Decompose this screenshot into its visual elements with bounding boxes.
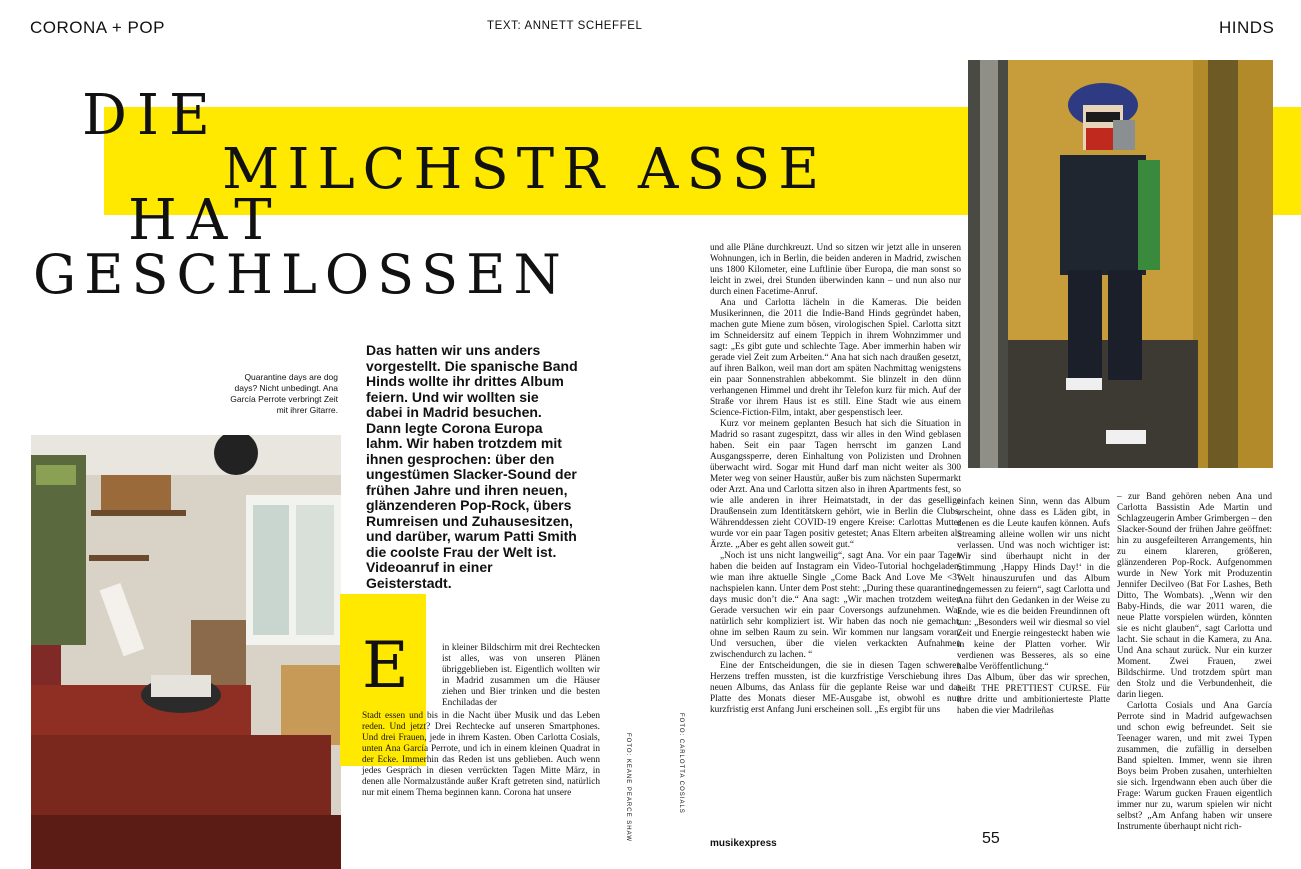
body-column-1-top: in kleiner Bildschirm mit drei Rechtecken ist alles, was von unseren Plänen übriggeblieben ist. Eigentlich wollten wir in Madrid zusammen um die Häuser ziehen und Bier trinken und die besten Enchiladas der — [442, 643, 600, 708]
paragraph: Kurz vor meinem geplanten Besuch hat sich die Situation in Madrid so rasant zugespitzt, dass wir alles in den Wind geblasen haben. Seit ein paar Tagen herrscht im ganzen Land Ausgangssperre, deren Einhaltung von Polizisten und Drohnen überwacht wird. Sogar mit Hund darf man nicht weiter als 300 Meter weg von seiner Haustür, außer bis zum nächsten Supermarkt oder Arzt. Ana und Carlotta sitzen also in ihren Apartments fest, so wie alle anderen in ihrer Heimatstadt, in der das gesellige Draußensein zum Identitätskern gehört, wie in Berlin die Clubs. Währenddessen zieht COVID-19 engere Kreise: Carlottas Mutter wurde vor ein paar Tagen positiv getestet; Anas Eltern arbeiten als Ärzte. „Aber es geht allen soweit gut.“ — [710, 419, 961, 550]
paragraph: – zur Band gehören neben Ana und Carlotta Bassistin Ade Martin und Schlagzeugerin Amber Grimbergen – den Slacker-Sound der frühen Jahre geöffnet: hin zu ausgefeilteren Arrangements, hin zu einem klareren, größeren, glänzenderen Pop-Rock. Aufgenommen wurde in New York mit Produzentin Jennifer Decilveo (Bat For Lashes, Beth Ditto, The Wombats). „Wenn wir den Baby-Hinds, die war 2011 waren, die neue Platte vorspielen würden, könnten sie es nicht glauben“, sagt Carlotta und lacht. Sie schaut in die Kamera, zu Ana. Und Ana schaut zurück. Nur ein kurzer Moment. Zwei Frauen, zwei Bildschirme. Und trotzdem spürt man den Stolz und die Verbundenheit, die darin liegen. — [1117, 492, 1272, 700]
body-column-1: Stadt essen und bis in die Nacht über Musik und das Leben reden. Und jetzt? Drei Rechtecke auf unseren Smartphones. Und drei Frauen, jede in ihrem Kasten. Oben Carlotta Cosials, unten Ana García Perrote, und ich in einem kleinen Quadrat in der Ecke. Immerhin das Reden ist uns geblieben. Auch wenn jedes Gespräch in diesen verrückten Tagen Mitte März, in denen alle Normalzustände außer Kraft getreten sind, natürlich nur mit einem Thema beginnen kann. Corona hat unsere — [362, 711, 600, 798]
headline-line-1: DIE — [82, 83, 220, 148]
photo-caption: Quarantine days are dog days? Nicht unbedingt. Ana García Perrote verbringt Zeit mit ihrer Gitarre. — [230, 372, 338, 415]
paragraph: Carlotta Cosials und Ana García Perrote sind in Madrid aufgewachsen und schon ewig befreundet. Seit sie Teenager waren, und mit zwei Typen zusammen, die zufällig in derselben Band spielten. Immer, wenn sie ihren Boys beim Proben zusahen, unterhielten sie sich. Irgendwann eben auch über die Frage: Warum gucken Frauen eigentlich immer nur zu, warum spielen wir nicht selbst? „Am Anfang haben wir unsere Instrumente überhaupt nicht rich- — [1117, 701, 1272, 832]
headline-line-2: MILCHSTR ASSE — [222, 137, 828, 202]
elevator-photo — [968, 60, 1273, 468]
paragraph: Das Album, über das wir sprechen, heißt THE PRETTIEST CURSE. Für ihre dritte und ambitionierteste Platte haben die vier Madrileñas — [957, 673, 1110, 716]
paragraph: und alle Pläne durchkreuzt. Und so sitzen wir jetzt alle in unseren Wohnungen, ich in Berlin, die beiden anderen in Madrid, zwischen uns 1800 Kilometer, eine Luftlinie über Europa, die man sonst so leicht in zwei, drei Stunden überwinden kann – und nun also nur durch einen Facetime-Anruf. — [710, 243, 961, 297]
body-column-3 — [957, 497, 1110, 717]
drop-cap: E — [362, 629, 409, 703]
band-label: HINDS — [1219, 18, 1275, 37]
photo-credit: FOTO: KEANE PEARCE SHAW — [625, 733, 631, 843]
photo-credit: FOTO: CARLOTTA COSIALS — [678, 713, 684, 814]
magazine-logo: musikexpress — [710, 838, 777, 849]
paragraph: Ana und Carlotta lächeln in die Kameras. Die beiden Musikerinnen, die 2011 die Indie-Band Hinds gegründet haben, machen gute Miene zum bösen, virologischen Spiel. Carlotta sitzt im Schneidersitz auf einem Teppich in ihrem Wohnzimmer und sagt: „Es gibt gute und schlechte Tage. Aber immerhin haben wir gerade viel Zeit zum Arbeiten.“ Ana hat sich nach draußen gesetzt, auf ihren Balkon, weil man dort am späten Nachmittag wenigstens ein paar Sonnenstrahlen abbekommt. Sie blinzelt in den dünn verhangenen Himmel und dreht ihr Telefon kurz für mich. Auf der Straße vor ihrem Haus ist es still. Eine Stadt wie aus einem Science-Fiction-Film, intakt, aber gespenstisch leer. — [710, 298, 961, 418]
headline-line-4: GESCHLOSSEN — [33, 243, 569, 306]
paragraph: Eine der Entscheidungen, die sie in diesen Tagen schweren Herzens treffen mussten, ist die kurzfristige Verschiebung ihres neuen Albums, das Anlass für die geplante Reise war und das Platte des Monats dieser ME-Ausgabe ist, obwohl es nun kurzfristig erst Anfang Juni erscheinen soll. „Es ergibt für uns — [710, 661, 961, 715]
page-number: 55 — [982, 830, 1000, 847]
author-credit: TEXT: ANNETT SCHEFFEL — [487, 20, 643, 32]
paragraph: einfach keinen Sinn, wenn das Album erscheint, ohne dass es Läden gibt, in denen es die Leute kaufen können. Aufs Streaming alleine wollen wir uns nicht verlassen. Und was noch wichtiger ist: Wir sind überhaupt nicht in der Stimmung ‚Happy Hinds Day!‘ in die Welt hinauszurufen und das Album angemessen zu feiern“, sagt Carlotta und Ana führt den Gedanken in der Weise zu Ende, wie es die beiden Freundinnen oft tun: „Besonders weil wir diesmal so viel Zeit und Energie reingesteckt haben wie in keine der Platten vorher. Wir verdienen was Besseres, als so eine halbe Veröffentlichung.“ — [957, 497, 1110, 672]
body-column-4 — [1117, 492, 1272, 833]
paragraph: „Noch ist uns nicht langweilig“, sagt Ana. Vor ein paar Tagen haben die beiden auf Instagram ein Video-Tutorial hochgeladen, wie man ihre aktuelle Single „Come Back And Love Me <3“ nachspielen kann. Unter dem Post steht: „During these quarantined days music don’t die.“ Ana sagt: „Wir machen trotzdem weiter. Gerade versuchen wir ein paar Coversongs aufzunehmen. Was natürlich sehr kompliziert ist. Wir haben das noch nie gemacht, ohne im selben Raum zu sein. Wir kommen nur langsam voran. Und versuchen, über die vielen verkackten Aufnahmen zwischendurch zu lachen. “ — [710, 551, 961, 660]
room-photo — [31, 435, 341, 869]
section-label: CORONA + POP — [30, 18, 165, 37]
headline-line-3: HAT — [128, 188, 282, 253]
lead-paragraph: Das hatten wir uns anders vorgestellt. Die spanische Band Hinds wollte ihr drittes Album feiern. Und wir wollten sie dabei in Madrid besuchen. Dann legte Corona Europa lahm. Wir haben trotzdem mit ihnen gesprochen: über den ungestümen Slacker-Sound der frühen Jahre und ihren neuen, glänzenderen Pop-Rock, übers Rumreisen und Zuhausesitzen, und darüber, warum Patti Smith die coolste Frau der Welt ist. Videoanruf in einer Geisterstadt. — [366, 342, 578, 591]
body-column-2 — [710, 243, 961, 716]
